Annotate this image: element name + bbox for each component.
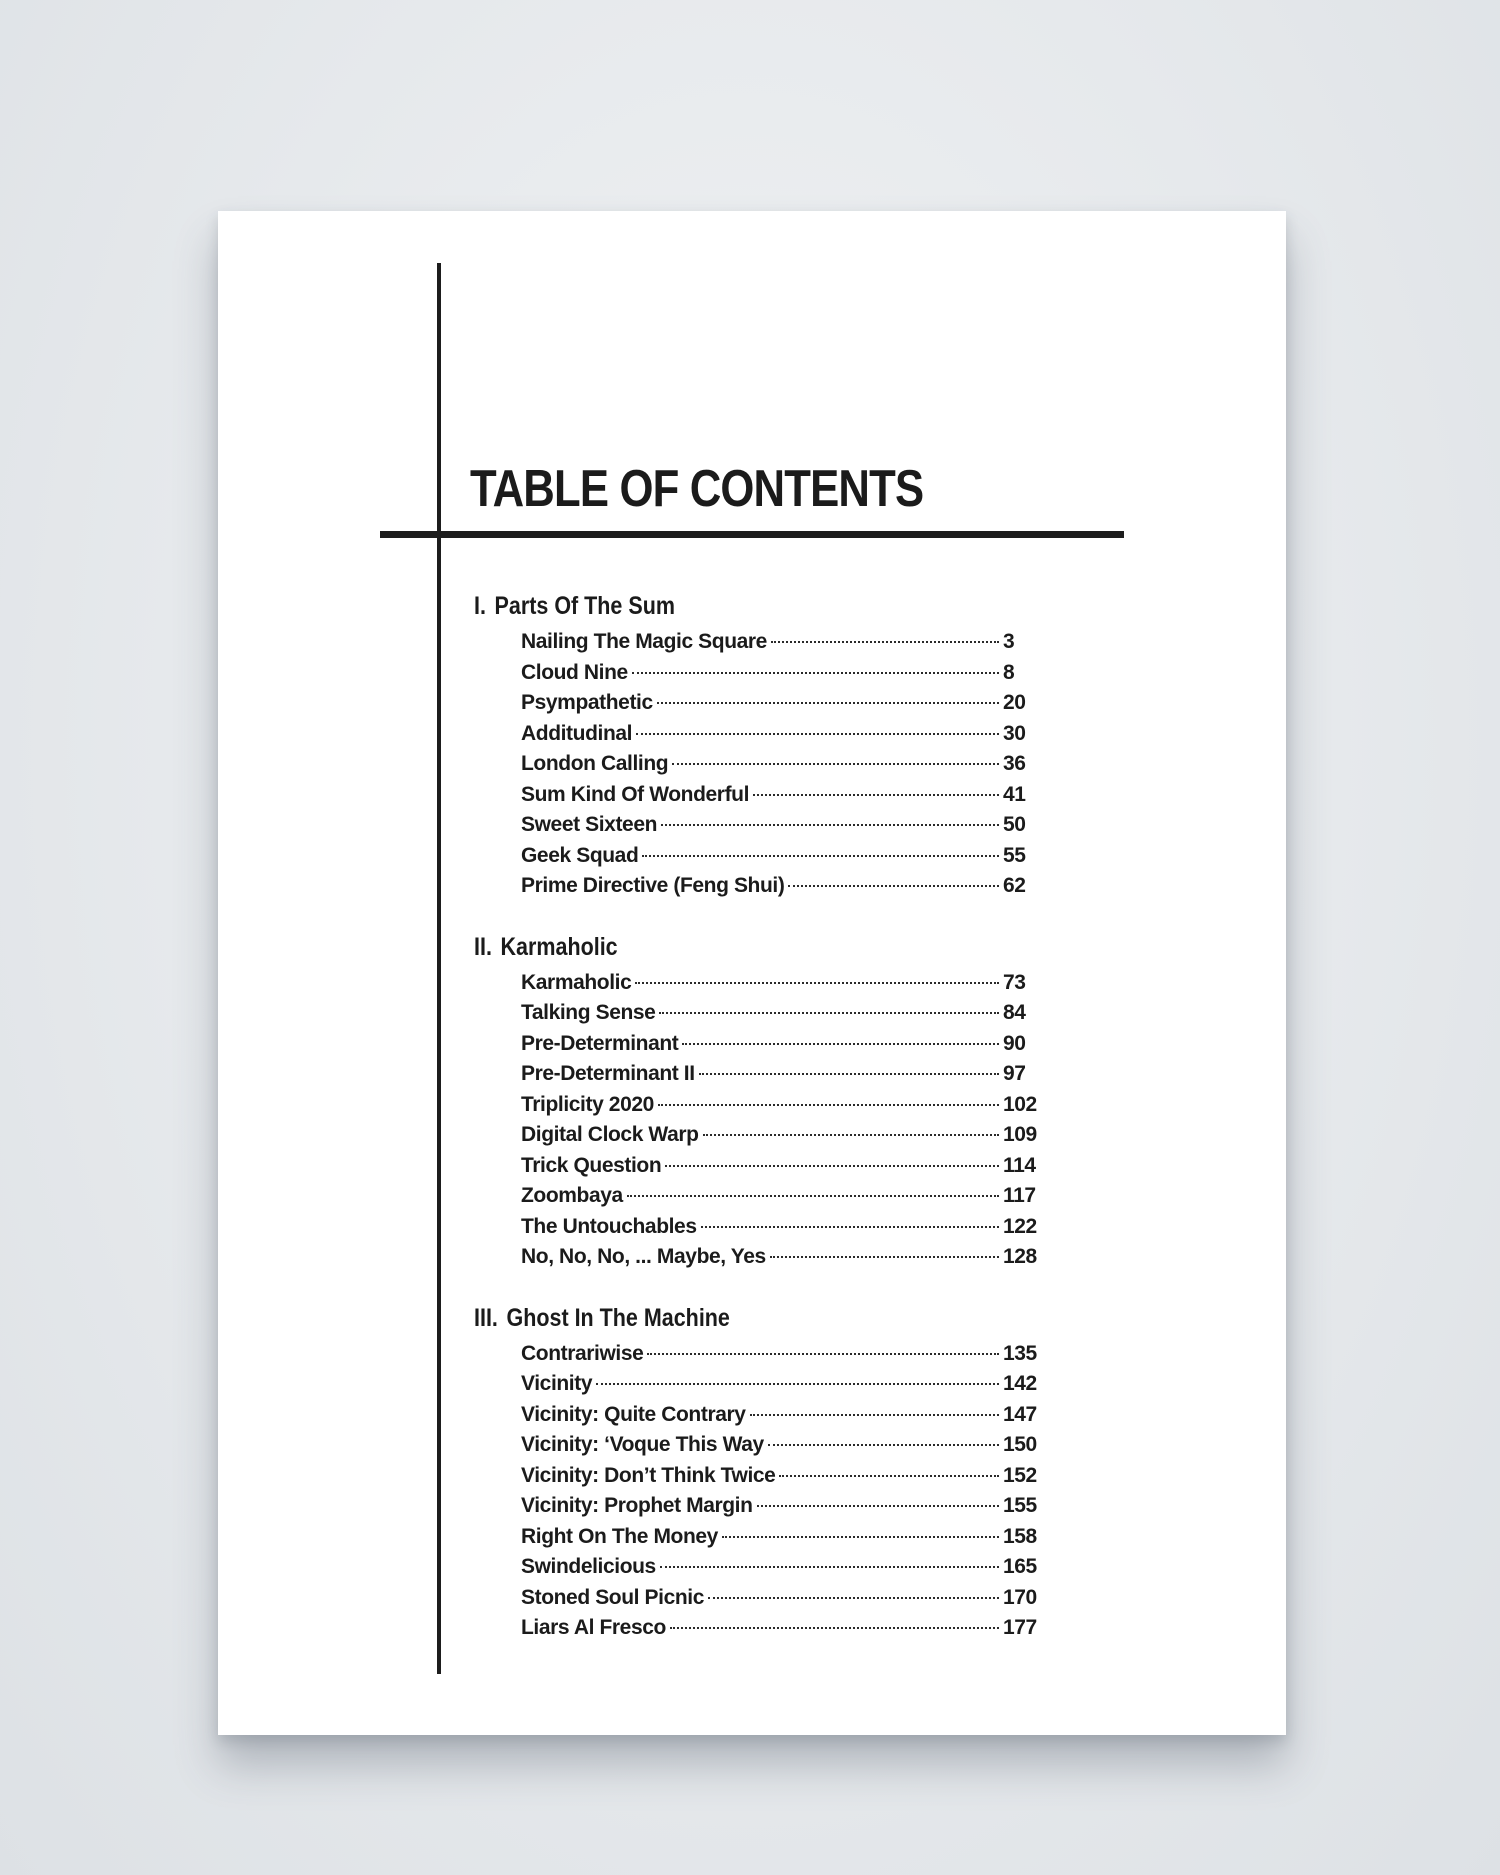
section-number: I.	[474, 592, 486, 620]
section-title: Parts Of The Sum	[494, 592, 675, 620]
dot-leader	[672, 763, 999, 765]
entry-page-number: 109	[1003, 1123, 1037, 1146]
entry-title: Right On The Money	[521, 1524, 718, 1548]
dot-leader	[701, 1226, 999, 1228]
entry-page-number: 147	[1003, 1402, 1037, 1426]
entry-title: Pre-Determinant	[521, 1031, 679, 1055]
dot-leader	[750, 1414, 999, 1416]
toc-entry	[521, 1090, 1041, 1121]
entry-title: Sum Kind Of Wonderful	[521, 782, 750, 806]
dot-leader	[699, 1073, 999, 1075]
entry-title: Pre-Determinant II	[521, 1062, 695, 1085]
entry-page-number: 102	[1003, 1092, 1037, 1116]
entry-title: Swindelicious	[521, 1555, 656, 1578]
toc-entry	[521, 841, 1041, 872]
entry-page-number: 20	[1003, 691, 1026, 714]
dot-leader	[636, 733, 999, 735]
vertical-rule	[437, 263, 441, 1674]
toc-entry	[521, 780, 1041, 811]
toc-entry	[521, 1369, 1041, 1400]
entry-title: Zoombaya	[521, 1184, 623, 1207]
toc-entry	[521, 688, 1041, 719]
entry-page-number: 114	[1003, 1153, 1036, 1177]
entry-title: Talking Sense	[521, 1001, 656, 1024]
dot-leader	[647, 1353, 999, 1355]
entry-title: Vicinity: Quite Contrary	[521, 1402, 746, 1426]
entry-title: Sweet Sixteen	[521, 813, 658, 836]
entry-page-number: 3	[1003, 630, 1015, 653]
entry-title: Vicinity	[521, 1372, 593, 1395]
entry-title: Trick Question	[521, 1153, 662, 1177]
entry-title: Nailing The Magic Square	[521, 630, 767, 653]
entry-title: Geek Squad	[521, 843, 639, 867]
entry-title: No, No, No, ... Maybe, Yes	[521, 1245, 766, 1268]
entry-title: Contrariwise	[521, 1341, 644, 1365]
entry-page-number: 84	[1003, 1001, 1026, 1024]
dot-leader	[708, 1597, 999, 1599]
dot-leader	[596, 1383, 999, 1385]
entry-page-number: 55	[1003, 843, 1026, 867]
toc-entry	[521, 1430, 1041, 1461]
toc-entry	[521, 1552, 1041, 1583]
dot-leader	[770, 1256, 999, 1258]
entry-title: Digital Clock Warp	[521, 1123, 699, 1146]
dot-leader	[642, 855, 999, 857]
toc-entry	[521, 1339, 1041, 1370]
entry-page-number: 97	[1003, 1062, 1026, 1085]
toc-entry	[521, 1120, 1041, 1151]
entry-title: Cloud Nine	[521, 660, 628, 684]
section-number: III.	[474, 1303, 498, 1332]
entry-page-number: 155	[1003, 1494, 1037, 1517]
entry-page-number: 177	[1003, 1616, 1037, 1639]
toc-entry	[521, 1400, 1041, 1431]
entry-page-number: 135	[1003, 1341, 1037, 1365]
dot-leader	[627, 1195, 999, 1197]
dot-leader	[658, 1104, 999, 1106]
entry-page-number: 158	[1003, 1524, 1037, 1548]
entry-title: London Calling	[521, 752, 669, 775]
section-number: II.	[474, 932, 492, 961]
entry-title: Additudinal	[521, 721, 633, 745]
toc-entry	[521, 1491, 1041, 1522]
toc-entry	[521, 1059, 1041, 1090]
section-title: Karmaholic	[500, 932, 618, 961]
entry-page-number: 30	[1003, 721, 1026, 745]
toc-entry	[521, 749, 1041, 780]
section-heading	[474, 1303, 1024, 1333]
toc-entry	[521, 1242, 1041, 1273]
section-heading	[474, 932, 1024, 962]
entry-page-number: 122	[1003, 1214, 1037, 1238]
entry-title: The Untouchables	[521, 1214, 697, 1238]
section-title: Ghost In The Machine	[506, 1303, 730, 1332]
entry-page-number: 170	[1003, 1585, 1037, 1609]
dot-leader	[768, 1444, 999, 1446]
page-title: TABLE OF CONTENTS	[470, 460, 924, 518]
entry-title: Liars Al Fresco	[521, 1616, 666, 1639]
toc-entry	[521, 1613, 1041, 1644]
dot-leader	[722, 1536, 999, 1538]
entry-page-number: 8	[1003, 660, 1015, 684]
toc-entry	[521, 871, 1041, 902]
toc-entry	[521, 627, 1041, 658]
entry-title: Psympathetic	[521, 691, 653, 714]
toc-section	[474, 591, 1114, 902]
toc-entry	[521, 810, 1041, 841]
entry-page-number: 36	[1003, 752, 1026, 775]
entry-title: Vicinity: ‘Voque This Way	[521, 1433, 764, 1456]
dot-leader	[771, 641, 999, 643]
entry-page-number: 90	[1003, 1031, 1026, 1055]
toc-entry	[521, 998, 1041, 1029]
toc-entry	[521, 658, 1041, 689]
entry-title: Vicinity: Prophet Margin	[521, 1494, 753, 1517]
entry-page-number: 41	[1003, 782, 1026, 806]
toc-section	[474, 932, 1114, 1273]
dot-leader	[753, 794, 999, 796]
toc-entry	[521, 1181, 1041, 1212]
dot-leader	[682, 1043, 999, 1045]
dot-leader	[703, 1134, 999, 1136]
toc-entry	[521, 1151, 1041, 1182]
entry-page-number: 62	[1003, 874, 1026, 897]
entry-page-number: 150	[1003, 1433, 1037, 1456]
table-of-contents	[474, 591, 1114, 1674]
book-page	[218, 211, 1286, 1735]
entry-title: Triplicity 2020	[521, 1092, 654, 1116]
dot-leader	[661, 824, 999, 826]
entry-title: Prime Directive (Feng Shui)	[521, 874, 785, 897]
toc-entry	[521, 1029, 1041, 1060]
toc-entry	[521, 968, 1041, 999]
dot-leader	[660, 1566, 999, 1568]
dot-leader	[657, 702, 999, 704]
toc-entry	[521, 1461, 1041, 1492]
toc-entry	[521, 1583, 1041, 1614]
toc-entry	[521, 719, 1041, 750]
dot-leader	[665, 1165, 999, 1167]
dot-leader	[670, 1627, 999, 1629]
dot-leader	[788, 885, 999, 887]
dot-leader	[635, 982, 999, 984]
entry-page-number: 50	[1003, 813, 1026, 836]
dot-leader	[659, 1012, 999, 1014]
entry-page-number: 142	[1003, 1372, 1037, 1395]
entry-page-number: 73	[1003, 970, 1026, 994]
entry-title: Stoned Soul Picnic	[521, 1585, 704, 1609]
entry-title: Karmaholic	[521, 970, 632, 994]
dot-leader	[632, 672, 999, 674]
toc-entry	[521, 1522, 1041, 1553]
toc-entry	[521, 1212, 1041, 1243]
horizontal-rule	[380, 531, 1124, 538]
entry-page-number: 152	[1003, 1463, 1037, 1487]
entry-page-number: 165	[1003, 1555, 1037, 1578]
section-heading	[474, 591, 1024, 621]
entry-page-number: 128	[1003, 1245, 1037, 1268]
dot-leader	[757, 1505, 999, 1507]
entry-page-number: 117	[1003, 1184, 1036, 1207]
toc-section	[474, 1303, 1114, 1644]
entry-title: Vicinity: Don’t Think Twice	[521, 1463, 776, 1487]
dot-leader	[779, 1475, 999, 1477]
